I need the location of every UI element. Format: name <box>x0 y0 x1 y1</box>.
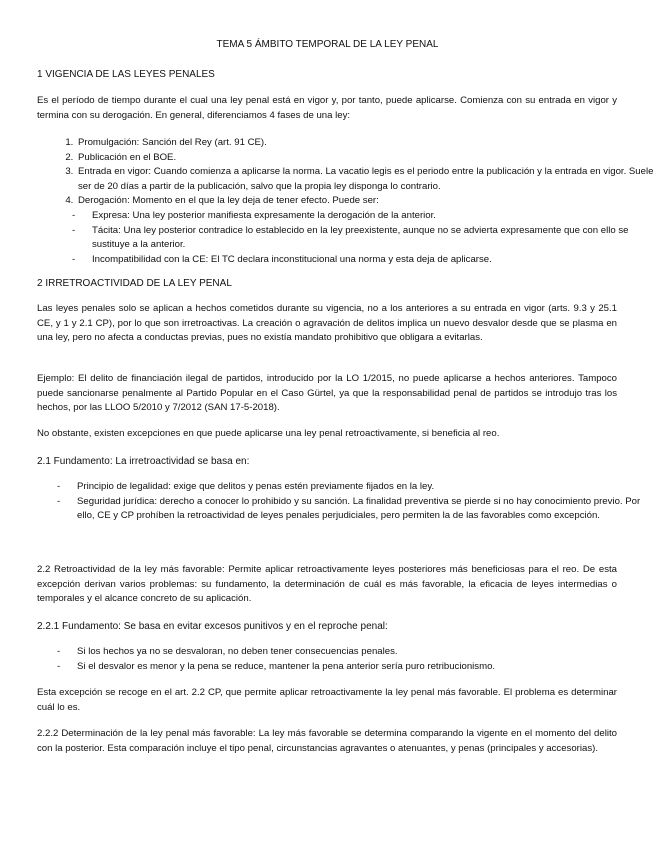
section-2-1-list <box>37 480 655 524</box>
section-2-2-2-paragraph: 2.2.2 Determinación de la ley penal más favorable: La ley más favorable se determina comparando la vigente en el momento del delito con la posterior. Esta comparación incluye el tipo penal, circunstancias agravantes o atenuantes, y penas (principales y accesorias). <box>37 728 617 754</box>
section-2-1-heading: 2.1 Fundamento: La irretroactividad se basa en: <box>37 456 250 467</box>
section-2-2-1-item: - Si el desvalor es menor y la pena se reduce, mantener la pena anterior sería puro retribucionismo. <box>77 660 655 675</box>
derogation-type-item: - Tácita: Una ley posterior contradice lo establecido en la ley preexistente, aunque no se advierta expresamente que con ello se sustituye a la anterior. <box>92 224 655 253</box>
section-2-2-article-paragraph: Esta excepción se recoge en el art. 2.2 CP, que permite aplicar retroactivamente la ley penal más favorable. El problema es determinar cuál lo es. <box>37 687 617 713</box>
derogation-type-item: - Expresa: Una ley posterior manifiesta expresamente la derogación de la anterior. <box>92 209 655 224</box>
section-2-2-paragraph: 2.2 Retroactividad de la ley más favorable: Permite aplicar retroactivamente leyes posteriores más beneficiosas para el reo. De esta excepción derivan varios problemas: su fundamento, la determinación de cuál es más favorable, la eficacia de leyes intermedias o temporales y el alcance concreto de su aplicación. <box>37 564 617 605</box>
section-2-exceptions-paragraph: No obstante, existen excepciones en que puede aplicarse una ley penal retroactivamente, si beneficia al reo. <box>37 428 500 439</box>
phase-item: 2. Publicación en el BOE. <box>76 151 655 166</box>
section-1-intro: Es el período de tiempo durante el cual una ley penal está en vigor y, por tanto, puede aplicarse. Comienza con su entrada en vigor y termina con su derogación. En general, diferenciamos 4 fases de una ley: <box>37 95 617 121</box>
section-2-1-item: - Seguridad jurídica: derecho a conocer lo prohibido y su sanción. La finalidad preventiva se pierde si no hay conocimiento previo. Por ello, CE y CP prohíben la retroactividad de leyes penales perjudiciales, pero permiten la de las favorables como excepción. <box>77 495 655 524</box>
section-2-paragraph-1: Las leyes penales solo se aplican a hechos cometidos durante su vigencia, no a los anteriores a su entrada en vigor (arts. 9.3 y 25.1 CE, y 1 y 2.1 CP), por lo que son irretroactivas. La creación o agravación de delitos implica un nuevo desvalor desde que se plasma en una ley, pero no afecta a conductas previas, pues no existía mandato prohibitivo que obligara a evitarlas. <box>37 303 617 344</box>
section-2-1-item: - Principio de legalidad: exige que delitos y penas estén previamente fijados en la ley. <box>77 480 655 495</box>
section-2-2-1-list <box>37 645 655 674</box>
phase-item: 3. Entrada en vigor: Cuando comienza a aplicarse la norma. La vacatio legis es el periodo entre la publicación y la entrada en vigor. Suele ser de 20 días a partir de la publicación, salvo que la propia ley disponga lo contrario. <box>76 165 655 194</box>
document-title: TEMA 5 ÁMBITO TEMPORAL DE LA LEY PENAL <box>216 39 439 50</box>
phases-list <box>37 136 655 267</box>
phase-item <box>76 194 655 267</box>
phase-item: 1. Promulgación: Sanción del Rey (art. 91 CE). <box>76 136 655 151</box>
section-2-example-paragraph: Ejemplo: El delito de financiación ilegal de partidos, introducido por la LO 1/2015, no puede aplicarse a hechos anteriores. Tampoco puede sancionarse penalmente al Partido Popular en el Caso Gürtel, ya que la responsabilidad penal de partidos se introdujo tras los hechos, por las LLOO 5/2010 y 7/2012 (SAN 17-5-2018). <box>37 373 617 414</box>
section-1-heading: 1 VIGENCIA DE LAS LEYES PENALES <box>37 69 215 80</box>
section-2-2-1-item: - Si los hechos ya no se desvaloran, no deben tener consecuencias penales. <box>77 645 655 660</box>
derogation-type-item: - Incompatibilidad con la CE: El TC declara inconstitucional una norma y esta deja de aplicarse. <box>92 253 655 268</box>
section-2-heading: 2 IRRETROACTIVIDAD DE LA LEY PENAL <box>37 278 232 289</box>
derogation-types-list <box>78 209 655 267</box>
phase-item-text: Derogación: Momento en el que la ley deja de tener efecto. Puede ser: <box>78 195 379 207</box>
section-2-2-1-heading: 2.2.1 Fundamento: Se basa en evitar excesos punitivos y en el reproche penal: <box>37 621 388 632</box>
